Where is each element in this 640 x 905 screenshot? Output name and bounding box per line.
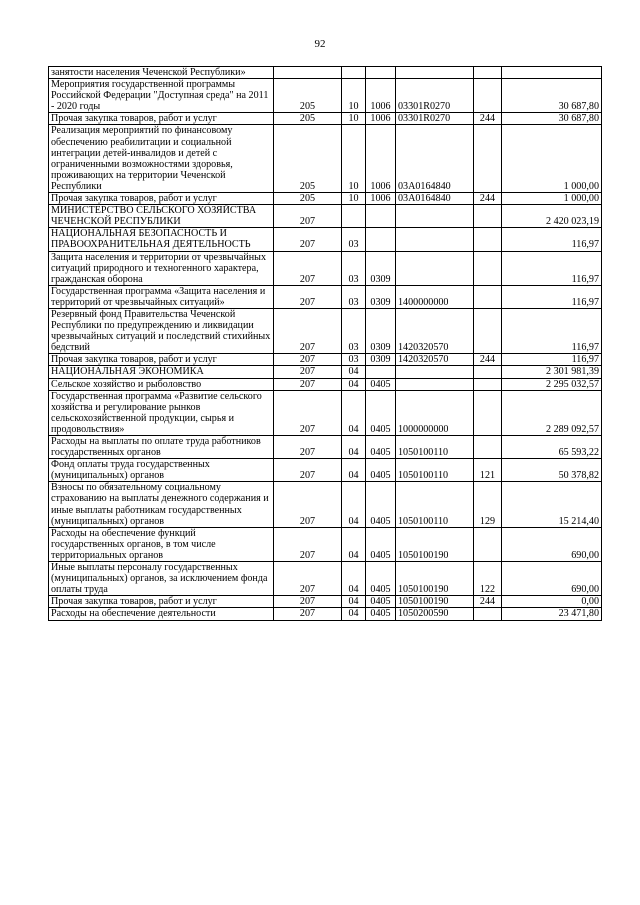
target-article-cell: 03301R0270 <box>396 79 474 113</box>
subsection-code-cell: 1006 <box>366 125 396 193</box>
table-row <box>49 436 602 459</box>
amount-cell: 690,00 <box>502 527 602 561</box>
table-row <box>49 251 602 285</box>
subsection-code-cell: 0405 <box>366 562 396 596</box>
table-row <box>49 378 602 390</box>
table-row <box>49 79 602 113</box>
ministry-code-cell: 207 <box>274 251 342 285</box>
subsection-code-cell: 0405 <box>366 527 396 561</box>
page-number: 92 <box>314 38 326 50</box>
section-code-cell: 04 <box>342 562 366 596</box>
amount-cell: 116,97 <box>502 354 602 366</box>
expense-type-cell <box>474 308 502 353</box>
amount-cell: 2 295 032,57 <box>502 378 602 390</box>
table-row <box>49 459 602 482</box>
expense-type-cell <box>474 390 502 435</box>
target-article-cell: 1420320570 <box>396 354 474 366</box>
amount-cell: 2 301 981,39 <box>502 366 602 378</box>
table-row <box>49 67 602 79</box>
target-article-cell <box>396 228 474 251</box>
subsection-code-cell: 0405 <box>366 378 396 390</box>
target-article-cell: 03А0164840 <box>396 125 474 193</box>
subsection-code-cell: 0405 <box>366 596 396 608</box>
expense-type-cell: 244 <box>474 113 502 125</box>
table-row <box>49 608 602 620</box>
ministry-code-cell: 207 <box>274 228 342 251</box>
amount-cell: 65 593,22 <box>502 436 602 459</box>
section-code-cell: 04 <box>342 608 366 620</box>
section-code-cell: 04 <box>342 378 366 390</box>
subsection-code-cell: 0309 <box>366 251 396 285</box>
expense-type-cell <box>474 436 502 459</box>
expense-type-cell <box>474 251 502 285</box>
ministry-code-cell: 207 <box>274 527 342 561</box>
row-name-cell: Иные выплаты персоналу государственных (муниципальных) органов, за исключением фонда оплаты труда <box>49 562 274 596</box>
table-row <box>49 205 602 228</box>
row-name-cell: Реализация мероприятий по финансовому обеспечению реабилитации и социальной интеграции детей-инвалидов и детей с ограниченными возможностями здоровья, проживающих на территории Чеченской Республики <box>49 125 274 193</box>
table-row <box>49 113 602 125</box>
subsection-code-cell: 0405 <box>366 459 396 482</box>
table-row <box>49 125 602 193</box>
target-article-cell: 03301R0270 <box>396 113 474 125</box>
row-name-cell: Государственная программа «Защита населения и территорий от чрезвычайных ситуаций» <box>49 285 274 308</box>
subsection-code-cell: 1006 <box>366 193 396 205</box>
target-article-cell: 03А0164840 <box>396 193 474 205</box>
row-name-cell: Защита населения и территории от чрезвычайных ситуаций природного и техногенного характера, гражданская оборона <box>49 251 274 285</box>
section-code-cell: 03 <box>342 228 366 251</box>
table-row <box>49 596 602 608</box>
amount-cell: 2 289 092,57 <box>502 390 602 435</box>
row-name-cell: Прочая закупка товаров, работ и услуг <box>49 354 274 366</box>
target-article-cell <box>396 366 474 378</box>
table-row <box>49 562 602 596</box>
target-article-cell: 1000000000 <box>396 390 474 435</box>
row-name-cell: Расходы на обеспечение деятельности <box>49 608 274 620</box>
table-row <box>49 390 602 435</box>
amount-cell: 690,00 <box>502 562 602 596</box>
section-code-cell: 03 <box>342 354 366 366</box>
target-article-cell <box>396 67 474 79</box>
ministry-code-cell: 207 <box>274 459 342 482</box>
section-code-cell: 03 <box>342 251 366 285</box>
row-name-cell: Расходы на обеспечение функций государственных органов, в том числе территориальных органов <box>49 527 274 561</box>
table-row <box>49 285 602 308</box>
table-row <box>49 308 602 353</box>
subsection-code-cell: 0309 <box>366 308 396 353</box>
expense-type-cell <box>474 205 502 228</box>
target-article-cell: 1050100190 <box>396 562 474 596</box>
row-name-cell: Прочая закупка товаров, работ и услуг <box>49 193 274 205</box>
amount-cell: 30 687,80 <box>502 79 602 113</box>
subsection-code-cell <box>366 67 396 79</box>
ministry-code-cell: 205 <box>274 125 342 193</box>
amount-cell: 23 471,80 <box>502 608 602 620</box>
target-article-cell: 1050100190 <box>396 596 474 608</box>
section-code-cell: 03 <box>342 308 366 353</box>
section-code-cell: 10 <box>342 113 366 125</box>
expense-type-cell: 244 <box>474 193 502 205</box>
expense-type-cell: 129 <box>474 482 502 527</box>
amount-cell <box>502 67 602 79</box>
target-article-cell: 1050200590 <box>396 608 474 620</box>
section-code-cell: 04 <box>342 482 366 527</box>
ministry-code-cell: 207 <box>274 378 342 390</box>
section-code-cell: 10 <box>342 79 366 113</box>
target-article-cell <box>396 251 474 285</box>
target-article-cell: 1420320570 <box>396 308 474 353</box>
table-row <box>49 354 602 366</box>
subsection-code-cell: 0309 <box>366 285 396 308</box>
row-name-cell: Государственная программа «Развитие сельского хозяйства и регулирование рынков сельскохозяйственной продукции, сырья и продовольствия» <box>49 390 274 435</box>
expense-type-cell <box>474 285 502 308</box>
expense-type-cell <box>474 228 502 251</box>
subsection-code-cell <box>366 228 396 251</box>
expense-type-cell: 122 <box>474 562 502 596</box>
target-article-cell <box>396 378 474 390</box>
amount-cell: 116,97 <box>502 251 602 285</box>
ministry-code-cell <box>274 67 342 79</box>
ministry-code-cell: 207 <box>274 285 342 308</box>
amount-cell: 2 420 023,19 <box>502 205 602 228</box>
row-name-cell: Сельское хозяйство и рыболовство <box>49 378 274 390</box>
ministry-code-cell: 207 <box>274 436 342 459</box>
subsection-code-cell: 0309 <box>366 354 396 366</box>
amount-cell: 15 214,40 <box>502 482 602 527</box>
ministry-code-cell: 207 <box>274 308 342 353</box>
ministry-code-cell: 207 <box>274 366 342 378</box>
amount-cell: 116,97 <box>502 285 602 308</box>
subsection-code-cell: 0405 <box>366 390 396 435</box>
target-article-cell <box>396 205 474 228</box>
budget-table <box>48 66 602 621</box>
amount-cell: 1 000,00 <box>502 125 602 193</box>
subsection-code-cell <box>366 205 396 228</box>
subsection-code-cell: 1006 <box>366 79 396 113</box>
ministry-code-cell: 207 <box>274 562 342 596</box>
row-name-cell: Взносы по обязательному социальному страхованию на выплаты денежного содержания и иные выплаты работникам государственных (муниципальных) органов <box>49 482 274 527</box>
expense-type-cell <box>474 125 502 193</box>
amount-cell: 0,00 <box>502 596 602 608</box>
subsection-code-cell <box>366 366 396 378</box>
subsection-code-cell: 1006 <box>366 113 396 125</box>
expense-type-cell <box>474 608 502 620</box>
expense-type-cell <box>474 67 502 79</box>
target-article-cell: 1050100190 <box>396 527 474 561</box>
row-name-cell: Фонд оплаты труда государственных (муниципальных) органов <box>49 459 274 482</box>
target-article-cell: 1050100110 <box>396 482 474 527</box>
subsection-code-cell: 0405 <box>366 482 396 527</box>
target-article-cell: 1050100110 <box>396 436 474 459</box>
section-code-cell: 04 <box>342 436 366 459</box>
section-code-cell: 04 <box>342 390 366 435</box>
ministry-code-cell: 207 <box>274 205 342 228</box>
ministry-code-cell: 207 <box>274 482 342 527</box>
section-code-cell <box>342 205 366 228</box>
row-name-cell: МИНИСТЕРСТВО СЕЛЬСКОГО ХОЗЯЙСТВА ЧЕЧЕНСКОЙ РЕСПУБЛИКИ <box>49 205 274 228</box>
expense-type-cell <box>474 79 502 113</box>
row-name-cell: Прочая закупка товаров, работ и услуг <box>49 596 274 608</box>
row-name-cell: Прочая закупка товаров, работ и услуг <box>49 113 274 125</box>
section-code-cell: 04 <box>342 459 366 482</box>
table-row <box>49 228 602 251</box>
subsection-code-cell: 0405 <box>366 608 396 620</box>
row-name-cell: Расходы на выплаты по оплате труда работников государственных органов <box>49 436 274 459</box>
row-name-cell: НАЦИОНАЛЬНАЯ БЕЗОПАСНОСТЬ И ПРАВООХРАНИТЕЛЬНАЯ ДЕЯТЕЛЬНОСТЬ <box>49 228 274 251</box>
section-code-cell: 10 <box>342 193 366 205</box>
amount-cell: 30 687,80 <box>502 113 602 125</box>
expense-type-cell <box>474 378 502 390</box>
target-article-cell: 1400000000 <box>396 285 474 308</box>
amount-cell: 1 000,00 <box>502 193 602 205</box>
target-article-cell: 1050100110 <box>396 459 474 482</box>
expense-type-cell: 244 <box>474 354 502 366</box>
row-name-cell: Резервный фонд Правительства Чеченской Республики по предупреждению и ликвидации чрезвычайных ситуаций и последствий стихийных бедствий <box>49 308 274 353</box>
row-name-cell: занятости населения Чеченской Республики» <box>49 67 274 79</box>
table-row <box>49 527 602 561</box>
expense-type-cell: 121 <box>474 459 502 482</box>
table-row <box>49 366 602 378</box>
ministry-code-cell: 205 <box>274 79 342 113</box>
section-code-cell <box>342 67 366 79</box>
row-name-cell: Мероприятия государственной программы Российской Федерации "Доступная среда" на 2011 - 2020 годы <box>49 79 274 113</box>
amount-cell: 116,97 <box>502 228 602 251</box>
subsection-code-cell: 0405 <box>366 436 396 459</box>
ministry-code-cell: 205 <box>274 113 342 125</box>
table-row <box>49 482 602 527</box>
section-code-cell: 04 <box>342 596 366 608</box>
amount-cell: 50 378,82 <box>502 459 602 482</box>
expense-type-cell <box>474 366 502 378</box>
ministry-code-cell: 207 <box>274 390 342 435</box>
table-row <box>49 193 602 205</box>
expense-type-cell: 244 <box>474 596 502 608</box>
section-code-cell: 04 <box>342 366 366 378</box>
ministry-code-cell: 207 <box>274 608 342 620</box>
amount-cell: 116,97 <box>502 308 602 353</box>
section-code-cell: 03 <box>342 285 366 308</box>
section-code-cell: 10 <box>342 125 366 193</box>
expense-type-cell <box>474 527 502 561</box>
ministry-code-cell: 205 <box>274 193 342 205</box>
section-code-cell: 04 <box>342 527 366 561</box>
ministry-code-cell: 207 <box>274 354 342 366</box>
ministry-code-cell: 207 <box>274 596 342 608</box>
row-name-cell: НАЦИОНАЛЬНАЯ ЭКОНОМИКА <box>49 366 274 378</box>
